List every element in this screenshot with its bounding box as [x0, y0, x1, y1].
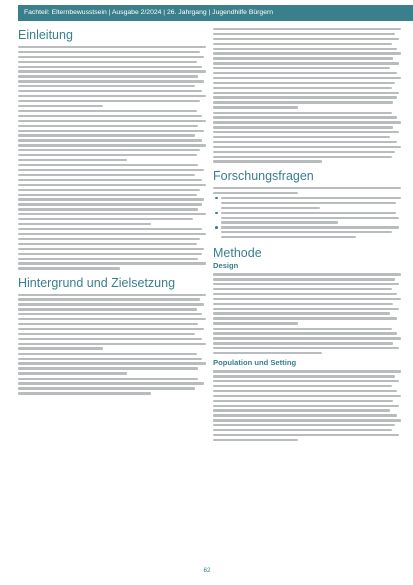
paragraph [213, 328, 401, 355]
text-line [213, 52, 401, 54]
text-line [18, 174, 195, 176]
text-line [213, 82, 395, 84]
text-line [18, 343, 206, 345]
text-line [213, 419, 401, 421]
text-line [18, 80, 204, 82]
bullet-item [213, 226, 401, 238]
bullet-item [213, 197, 401, 209]
text-line [213, 273, 401, 275]
text-line [18, 347, 103, 349]
text-line [213, 28, 401, 30]
text-line [213, 38, 399, 40]
text-line [18, 159, 127, 161]
text-line [213, 332, 397, 334]
text-line [18, 169, 204, 171]
running-header: Fachteil: Elternbewusstsein | Ausgabe 2/2024 | 26. Jahrgang | Jugendhilfe Bürgern [18, 5, 413, 21]
text-line [18, 130, 204, 132]
text-line [213, 192, 298, 194]
text-line [18, 56, 204, 58]
text-line [213, 87, 392, 89]
heading-population: Population und Setting [213, 358, 297, 368]
paragraph [18, 228, 206, 269]
text-line [213, 409, 390, 411]
text-line [18, 66, 202, 68]
text-line [213, 385, 392, 387]
paragraph [213, 28, 401, 109]
text-line [18, 353, 197, 355]
text-line [213, 390, 397, 392]
paragraph [213, 370, 401, 441]
text-line [213, 96, 397, 98]
text-line [18, 372, 127, 374]
text-line [18, 179, 202, 181]
text-line [18, 392, 151, 394]
bullet-dot-icon [215, 226, 218, 229]
text-line [18, 262, 206, 264]
text-line [18, 338, 202, 340]
text-line [213, 312, 390, 314]
text-line [213, 278, 395, 280]
text-line [18, 238, 200, 240]
text-line [221, 226, 399, 228]
text-line [18, 213, 206, 215]
text-line [18, 362, 206, 364]
text-line [213, 395, 401, 397]
text-line [213, 131, 399, 133]
paragraph [18, 46, 206, 107]
text-line [213, 439, 298, 441]
text-line [18, 85, 195, 87]
text-line [213, 322, 298, 324]
page-number: 62 [203, 567, 211, 574]
einleitung-body [18, 46, 206, 270]
text-line [213, 112, 392, 114]
paragraph [213, 187, 401, 194]
text-line [18, 318, 206, 320]
text-line [18, 184, 206, 186]
text-line [18, 90, 202, 92]
text-line [18, 110, 197, 112]
text-line [213, 106, 298, 108]
text-line [18, 208, 198, 210]
text-line [18, 358, 202, 360]
text-line [18, 105, 103, 107]
text-line [213, 92, 399, 94]
text-line [18, 70, 206, 72]
text-line [18, 233, 206, 235]
text-line [18, 248, 204, 250]
text-line [18, 323, 198, 325]
text-line [213, 67, 390, 69]
text-line [18, 367, 198, 369]
bullet-item [213, 212, 401, 224]
text-line [18, 313, 202, 315]
text-line [18, 164, 198, 166]
text-line [213, 62, 399, 64]
text-line [18, 100, 200, 102]
bullet-dot-icon [215, 197, 218, 200]
text-line [213, 342, 393, 344]
text-line [221, 236, 356, 238]
text-line [213, 434, 399, 436]
text-line [213, 146, 401, 148]
text-line [213, 136, 390, 138]
text-line [18, 243, 197, 245]
text-line [213, 33, 395, 35]
text-line [221, 217, 399, 219]
text-line [213, 72, 397, 74]
text-line [18, 223, 151, 225]
text-line [18, 218, 193, 220]
text-line [221, 231, 392, 233]
text-line [213, 370, 401, 372]
text-line [18, 308, 197, 310]
hintergrund-body [18, 294, 206, 395]
text-line [213, 352, 322, 354]
text-line [18, 149, 200, 151]
text-line [213, 101, 393, 103]
text-line [18, 61, 197, 63]
text-line [18, 194, 197, 196]
text-line [18, 328, 204, 330]
text-line [18, 46, 206, 48]
text-line [221, 221, 338, 223]
text-line [18, 378, 198, 380]
paragraph [18, 110, 206, 161]
text-line [18, 294, 206, 296]
text-line [18, 115, 202, 117]
text-line [213, 77, 401, 79]
heading-design: Design [213, 261, 239, 271]
text-line [18, 144, 206, 146]
text-line [213, 337, 401, 339]
text-line [221, 202, 396, 204]
text-line [18, 120, 206, 122]
text-line [213, 156, 392, 158]
text-line [18, 298, 200, 300]
text-line [221, 212, 396, 214]
text-line [213, 414, 397, 416]
bullet-dot-icon [215, 212, 218, 215]
text-line [213, 375, 395, 377]
text-line [18, 253, 202, 255]
text-line [18, 382, 204, 384]
design-body [213, 273, 401, 354]
heading-forschungsfragen: Forschungsfragen [213, 168, 314, 183]
text-line [213, 347, 399, 349]
text-line [213, 380, 399, 382]
text-line [18, 387, 195, 389]
heading-hintergrund: Hintergrund und Zielsetzung [18, 275, 176, 290]
continued-body [213, 28, 401, 163]
text-line [213, 151, 395, 153]
text-line [213, 429, 392, 431]
text-line [213, 187, 401, 189]
heading-einleitung: Einleitung [18, 28, 73, 42]
text-line [213, 116, 397, 118]
text-line [213, 288, 392, 290]
text-line [213, 317, 397, 319]
text-line [213, 328, 392, 330]
text-line [213, 43, 392, 45]
forschungsfragen-intro [213, 187, 401, 194]
text-line [18, 125, 198, 127]
text-line [213, 283, 399, 285]
text-line [18, 95, 206, 97]
left-column [18, 28, 206, 398]
text-line [213, 298, 401, 300]
text-line [18, 203, 202, 205]
heading-methode: Methode [213, 246, 262, 261]
forschungsfragen-bullets [213, 197, 401, 238]
population-body [213, 370, 401, 441]
text-line [213, 424, 395, 426]
paragraph [18, 378, 206, 395]
text-line [213, 48, 397, 50]
paragraph [18, 353, 206, 375]
text-line [18, 258, 198, 260]
text-line [213, 400, 393, 402]
text-line [213, 405, 399, 407]
text-line [18, 134, 195, 136]
text-line [213, 57, 393, 59]
text-line [18, 51, 200, 53]
right-column [213, 28, 401, 444]
paragraph [213, 273, 401, 324]
paragraph [18, 294, 206, 350]
text-line [221, 207, 320, 209]
text-line [18, 139, 202, 141]
text-line [213, 160, 322, 162]
text-line [221, 197, 401, 199]
text-line [18, 267, 120, 269]
text-line [18, 228, 202, 230]
text-line [18, 154, 197, 156]
text-line [213, 303, 393, 305]
text-line [18, 303, 204, 305]
text-line [18, 189, 200, 191]
text-line [18, 75, 198, 77]
text-line [213, 141, 397, 143]
text-line [213, 121, 401, 123]
text-line [213, 293, 397, 295]
text-line [213, 126, 393, 128]
paragraph [213, 112, 401, 163]
paragraph [18, 164, 206, 225]
text-line [18, 198, 204, 200]
text-line [213, 308, 399, 310]
text-line [18, 333, 195, 335]
